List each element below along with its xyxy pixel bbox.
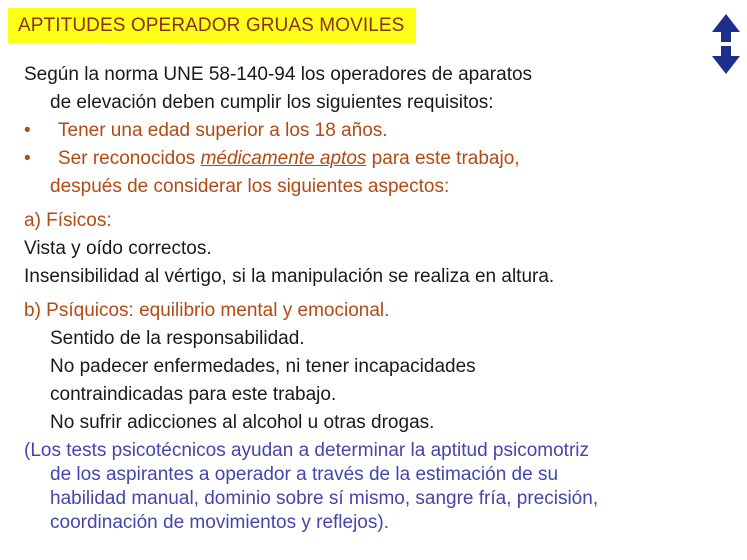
physical-heading: a) Físicos: [24, 210, 112, 231]
medically-fit-emphasis: médicamente aptos [200, 148, 367, 169]
psychic-heading: b) Psíquicos: equilibrio mental y emocional. [24, 300, 390, 321]
psychic-line-2: No padecer enfermedades, ni tener incapacidades [50, 356, 476, 377]
title-banner [8, 8, 416, 43]
up-arrow-icon[interactable] [707, 12, 745, 44]
bullet-item-medical-line-2: después de considerar los siguientes aspectos: [50, 176, 450, 197]
note-line-1: (Los tests psicotécnicos ayudan a determinar la aptitud psicomotriz [24, 440, 589, 461]
intro-line-1: Según la norma UNE 58-140-94 los operadores de aparatos [24, 64, 533, 85]
navigation-arrows [707, 12, 745, 76]
bullet-item-age: Tener una edad superior a los 18 años. [58, 120, 388, 141]
bullet-marker-2: • [24, 148, 31, 169]
note-line-2: de los aspirantes a operador a través de la estimación de su [50, 464, 559, 485]
psychic-line-3: contraindicadas para este trabajo. [50, 384, 337, 405]
bullet-marker-1: • [24, 120, 31, 141]
bullet-item-medical [58, 146, 520, 172]
psychic-line-4: No sufrir adicciones al alcohol u otras drogas. [50, 412, 435, 433]
physical-line-2: Insensibilidad al vértigo, si la manipulación se realiza en altura. [24, 266, 555, 287]
note-line-4: coordinación de movimientos y reflejos). [50, 512, 389, 533]
psychic-line-1: Sentido de la responsabilidad. [50, 328, 305, 349]
bullet-item-medical-after: para este trabajo, [366, 148, 520, 169]
bullet-item-medical-before: Ser reconocidos [58, 148, 201, 169]
slide-title: APTITUDES OPERADOR GRUAS MOVILES [18, 14, 405, 36]
intro-line-2: de elevación deben cumplir los siguientes requisitos: [50, 92, 494, 113]
down-arrow-icon[interactable] [707, 44, 745, 76]
note-line-3: habilidad manual, dominio sobre sí mismo, sangre fría, precisión, [50, 488, 599, 509]
physical-line-1: Vista y oído correctos. [24, 238, 212, 259]
